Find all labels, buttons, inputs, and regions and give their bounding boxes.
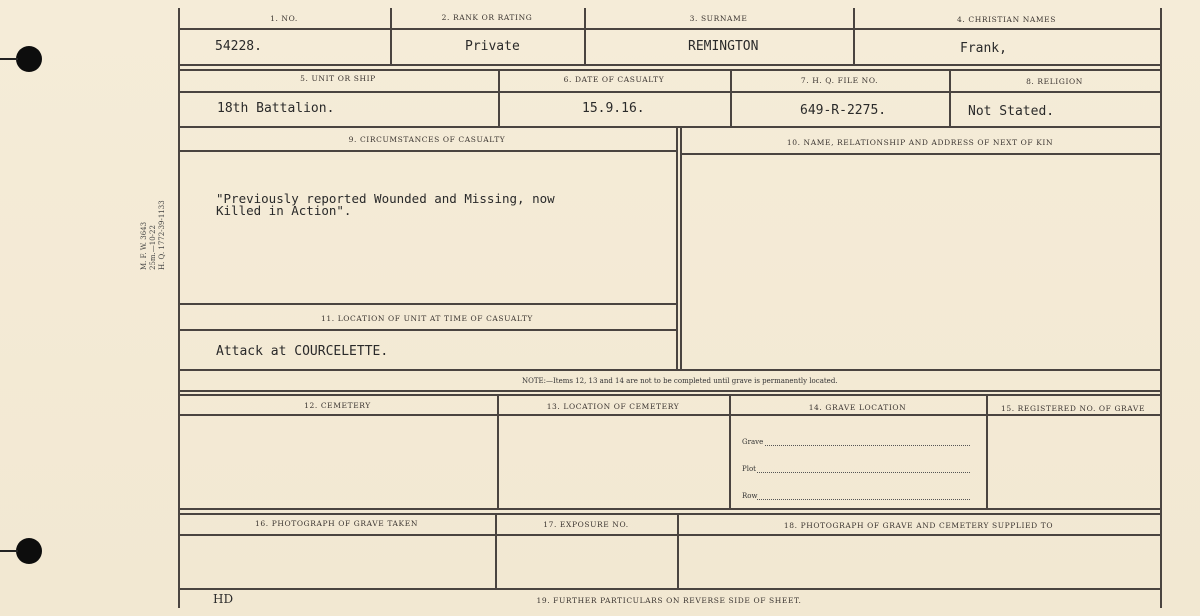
location-top <box>178 303 676 305</box>
header-rank: 2. RANK OR RATING <box>441 13 533 22</box>
header-date: 6. DATE OF CASUALTY <box>563 75 665 84</box>
circumstances-divider <box>178 150 676 152</box>
header-grave-location: 14. GRAVE LOCATION <box>808 403 907 412</box>
row-label: Row <box>742 492 758 500</box>
header-file-no: 7. H. Q. FILE NO. <box>800 76 879 85</box>
row1-divider <box>178 28 1160 30</box>
header-registered-no: 15. REGISTERED NO. OF GRAVE <box>1000 404 1146 413</box>
footer-text: 19. FURTHER PARTICULARS ON REVERSE SIDE OF SHEET. <box>536 596 802 605</box>
divider <box>497 394 499 508</box>
surname: REMINGTON <box>688 39 759 54</box>
location-divider <box>178 329 676 331</box>
location-of-unit: Attack at COURCELETTE. <box>216 344 389 359</box>
date-of-casualty: 15.9.16. <box>582 101 645 116</box>
header-christian-names: 4. CHRISTIAN NAMES <box>957 15 1056 24</box>
christian-names: Frank, <box>960 41 1007 56</box>
divider <box>680 126 682 369</box>
grave-line <box>765 445 970 446</box>
row1-bottom <box>178 64 1160 66</box>
cemetery-top <box>178 394 1160 396</box>
header-photo-supplied: 18. PHOTOGRAPH OF GRAVE AND CEMETERY SUPPLIED TO <box>783 521 1054 530</box>
header-unit: 5. UNIT OR SHIP <box>300 74 376 83</box>
circumstances-line-1: "Previously reported Wounded and Missing, now <box>216 191 555 206</box>
cemetery-bottom <box>178 508 1160 510</box>
cemetery-divider <box>178 414 1160 416</box>
note-bottom <box>178 390 1160 392</box>
header-location: 11. LOCATION OF UNIT AT TIME OF CASUALTY <box>321 314 533 323</box>
plot-label: Plot <box>742 465 756 473</box>
circumstances-line-2: Killed in Action". <box>216 203 352 218</box>
religion: Not Stated. <box>968 104 1055 119</box>
note-text: NOTE:—Items 12, 13 and 14 are not to be completed until grave is permanently located. <box>522 377 838 385</box>
grave-label: Grave <box>742 438 764 446</box>
punch-hole-bottom <box>16 538 42 564</box>
photo-divider <box>178 534 1160 536</box>
header-religion: 8. RELIGION <box>1026 77 1083 86</box>
punch-hole-top <box>16 46 42 72</box>
form-reference-line: H. Q. 1772-39-1133 <box>158 200 166 270</box>
frame-right <box>1160 8 1162 608</box>
row2-bottom <box>178 126 1160 128</box>
header-photo-taken: 16. PHOTOGRAPH OF GRAVE TAKEN <box>255 519 418 528</box>
photo-top <box>178 513 1160 515</box>
note-top <box>178 369 1160 371</box>
row2-top <box>178 69 1160 71</box>
form-reference-line: 25m.—10-22 <box>149 225 157 270</box>
plot-line <box>757 472 970 473</box>
form-reference-line: M. F. W. 3643 <box>140 221 148 270</box>
header-number: 1. NO. <box>270 14 298 23</box>
hq-file-number: 649-R-2275. <box>800 103 887 118</box>
photo-bottom <box>178 588 1160 590</box>
header-exposure-no: 17. EXPOSURE NO. <box>543 520 629 529</box>
header-surname: 3. SURNAME <box>689 14 748 23</box>
row-line <box>757 499 970 500</box>
header-cemetery: 12. CEMETERY <box>304 401 371 410</box>
service-number: 54228. <box>215 39 262 54</box>
unit: 18th Battalion. <box>217 101 335 116</box>
initials: HD <box>213 592 234 606</box>
header-circumstances: 9. CIRCUMSTANCES OF CASUALTY <box>348 135 506 144</box>
row2-divider <box>178 91 1160 93</box>
rank: Private <box>465 39 520 54</box>
header-cemetery-location: 13. LOCATION OF CEMETERY <box>546 402 680 411</box>
kin-divider <box>680 153 1160 155</box>
divider <box>676 126 678 369</box>
frame-left <box>178 8 180 608</box>
header-next-of-kin: 10. NAME, RELATIONSHIP AND ADDRESS OF NEXT OF KIN <box>786 138 1054 147</box>
form-reference <box>140 200 167 270</box>
